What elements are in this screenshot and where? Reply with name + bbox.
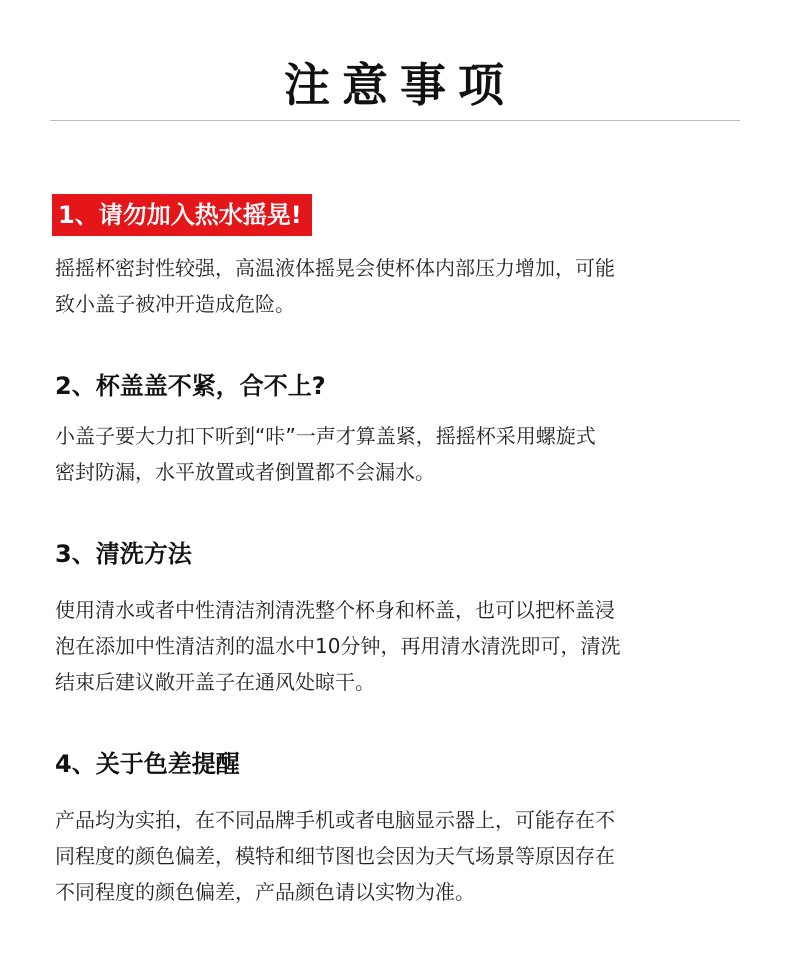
section-heading: 2、杯盖盖不紧，合不上?: [55, 372, 326, 400]
body-line: 产品均为实拍，在不同品牌手机或者电脑显示器上，可能存在不: [55, 808, 615, 832]
title-divider: [50, 120, 740, 121]
body-line: 结束后建议敞开盖子在通风处晾干。: [55, 670, 375, 694]
section-body: [55, 250, 765, 322]
section-body: [55, 592, 765, 700]
body-line: 同程度的颜色偏差，模特和细节图也会因为天气场景等原因存在: [55, 844, 615, 868]
body-line: 致小盖子被冲开造成危险。: [55, 292, 295, 316]
section-body: [55, 418, 765, 490]
section-heading: 3、清洗方法: [55, 540, 192, 568]
body-line: 摇摇杯密封性较强，高温液体摇晃会使杯体内部压力增加，可能: [55, 256, 615, 280]
body-line: 泡在添加中性清洁剂的温水中10分钟，再用清水清洗即可，清洗: [55, 634, 621, 658]
section-cleaning-method: [55, 536, 765, 700]
section-heading-highlighted: 1、请勿加入热水摇晃!: [52, 194, 312, 236]
section-lid-not-tight: [55, 368, 765, 490]
section-hot-water-warning: [55, 194, 765, 322]
body-line: 不同程度的颜色偏差，产品颜色请以实物为准。: [55, 880, 475, 904]
body-line: 小盖子要大力扣下听到“咔”一声才算盖紧，摇摇杯采用螺旋式: [55, 424, 596, 448]
section-heading: 4、关于色差提醒: [55, 750, 240, 778]
section-color-difference: [55, 746, 765, 910]
page-title: 注意事项: [284, 58, 516, 112]
body-line: 密封防漏，水平放置或者倒置都不会漏水。: [55, 460, 435, 484]
body-line: 使用清水或者中性清洁剂清洗整个杯身和杯盖，也可以把杯盖浸: [55, 598, 615, 622]
section-body: [55, 802, 765, 910]
